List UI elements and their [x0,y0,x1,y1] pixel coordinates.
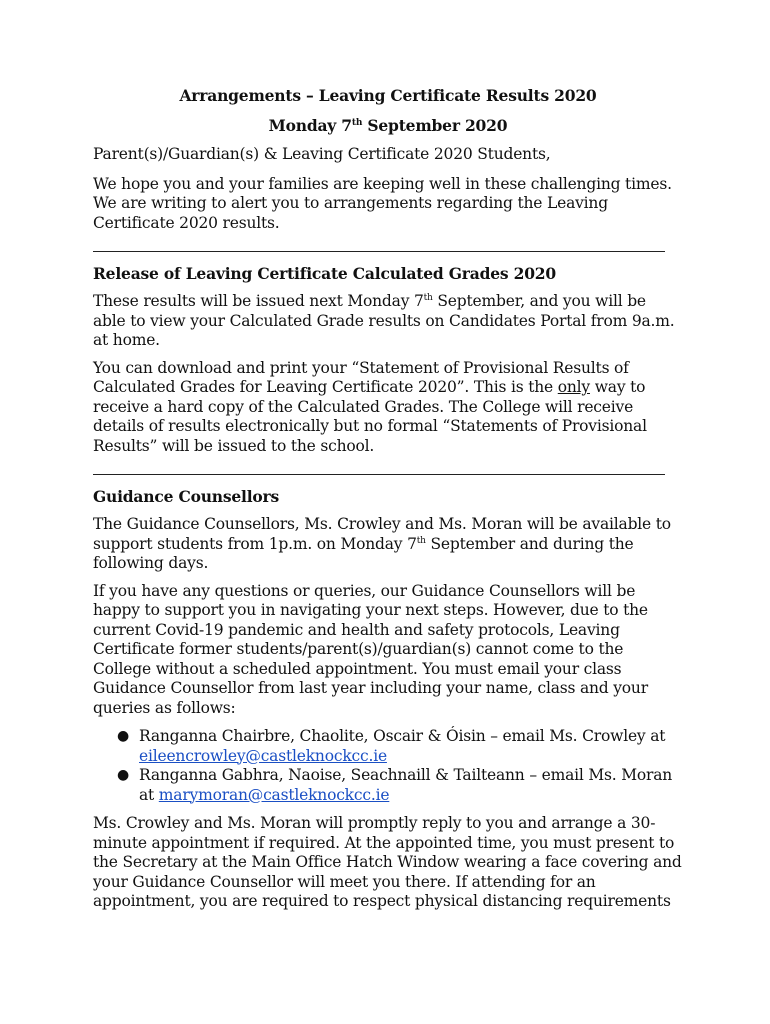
contact-text: Ranganna Chairbre, Chaolite, Oscair & Óisin – email Ms. Crowley at [139,727,666,745]
intro-paragraph: We hope you and your families are keeping well in these challenging times. We are writing to alert you to arrangements regarding the Leaving Certificate 2020 results. [93,174,672,232]
email-link-crowley[interactable]: eileencrowley@castleknockcc.ie [139,746,387,765]
guidance-paragraph-2: If you have any questions or queries, our Guidance Counsellors will be happy to support you in navigating your next steps. However, due to the current Covid-19 pandemic and health and safety protocols, Leaving Certificate former students/parent(s)/guardian(s) cannot come to the College without a scheduled appointment. You must email your class Guidance Counsellor from last year including your name, class and your queries as follows: [93,581,648,717]
bullet-icon: ● [117,728,130,744]
release-p1-part-a: These results will be issued next Monday 7 [93,292,424,310]
release-paragraph-2 [93,359,683,457]
guidance-p1-part-a: The Guidance Counsellors, Ms. Crowley and Ms. Moran will be available to support students from 1p.m. on Monday 7 [93,515,671,553]
bullet-icon: ● [117,767,130,783]
date-prefix: Monday 7 [268,116,352,135]
list-item [93,727,683,766]
section-divider [93,460,665,475]
guidance-p1-ordinal: th [416,535,426,546]
guidance-paragraph-3: Ms. Crowley and Ms. Moran will promptly reply to you and arrange a 30-minute appointment if required. At the appointed time, you must present to the Secretary at the Main Office Hatch Window wearing a face covering and your Guidance Counsellor will meet you there. If attending for an appointment, you are required to respect physical distancing requirements [93,814,682,910]
release-paragraph-1 [93,292,683,351]
document-body [93,84,683,912]
salutation: Parent(s)/Guardian(s) & Leaving Certificate 2020 Students, [93,145,551,163]
release-heading: Release of Leaving Certificate Calculated Grades 2020 [93,264,556,283]
guidance-heading: Guidance Counsellors [93,487,280,506]
email-link-moran[interactable]: marymoran@castleknockcc.ie [158,785,390,804]
contact-text: Ranganna Gabhra, Naoise, Seachnaill & Tailteann – email Ms. Moran at [139,766,673,804]
release-p2-part-a: You can download and print your “Statement of Provisional Results of Calculated Grades for Leaving Certificate 2020”. This is the [93,358,629,396]
date-ordinal: th [351,118,363,128]
guidance-p1-part-b: September and during the following days. [93,534,634,572]
date-suffix: September 2020 [362,116,508,135]
document-date [93,116,683,136]
release-p2-emphasis: only [557,378,590,396]
release-p1-ordinal: th [423,293,433,303]
document-title: Arrangements – Leaving Certificate Results 2020 [179,86,597,105]
guidance-paragraph-1 [93,515,683,574]
contact-list [93,727,683,805]
release-p2-part-b: way to receive a hard copy of the Calculated Grades. The College will receive details of results electronically but no formal “Statements of Provisional Results” will be issued to the school. [93,378,647,455]
list-item [93,766,683,805]
release-p1-part-b: September, and you will be able to view your Calculated Grade results on Candidates Portal from 9a.m. at home. [93,292,675,349]
section-divider [93,237,665,252]
